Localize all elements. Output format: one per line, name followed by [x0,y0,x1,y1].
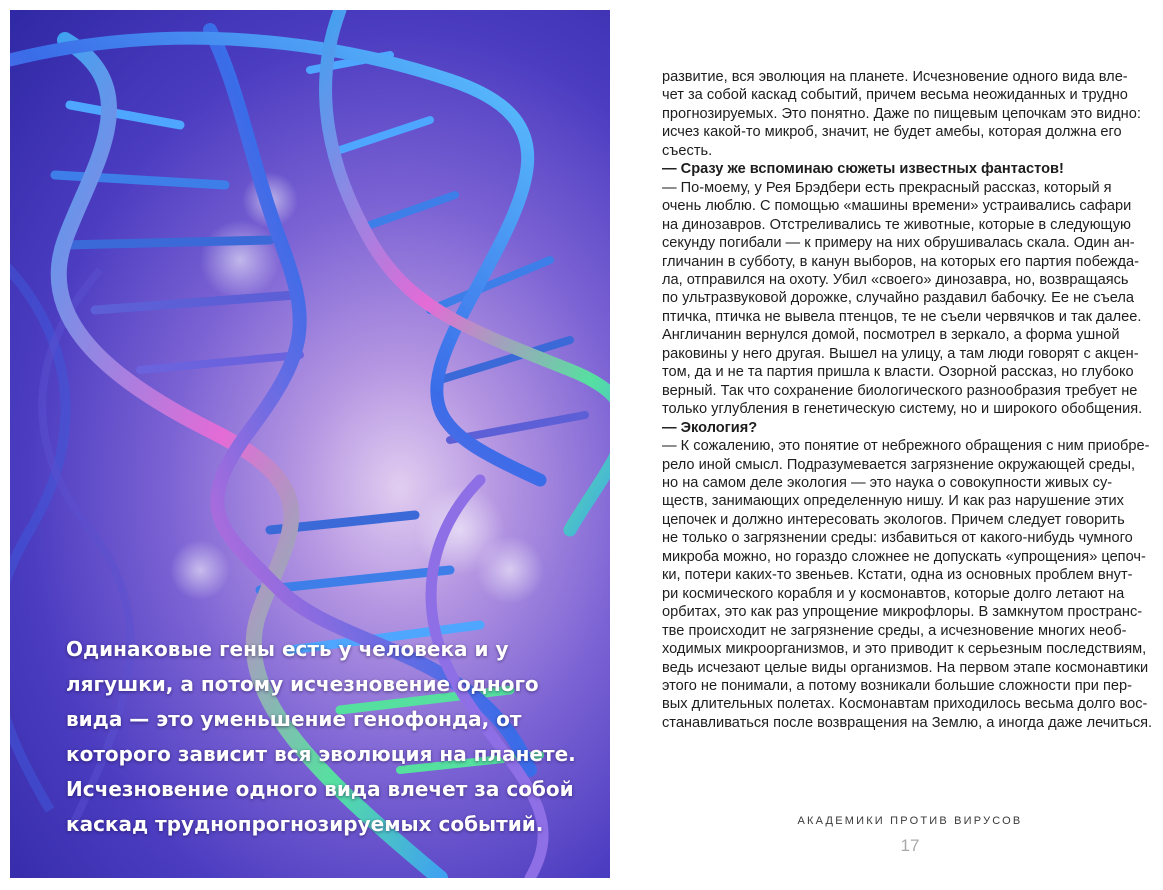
caption-line: которого зависит вся эволюция на планете. [66,742,576,766]
text-line: на динозавров. Отстреливались те животные, которые в следующую [662,216,1131,233]
caption-line: лягушки, а потому исчезновение одного [66,672,539,696]
text-line: ри космического корабля и у космонавтов, которые долго летают на [662,585,1125,602]
image-caption [66,632,606,842]
text-line: ведь исчезают целые виды организмов. На первом этапе космонавтики [662,659,1149,676]
interview-question: — Сразу же вспоминаю сюжеты известных фантастов! [662,161,1064,178]
text-line: ла, отправился на охоту. Убил «своего» динозавра, но, возвращаясь [662,271,1129,288]
text-line: но на самом деле экология — это наука о совокупности живых су- [662,474,1113,491]
text-line: рело иной смысл. Подразумевается загрязнение окружающей среды, [662,456,1136,473]
text-line: этого не понимали, а потому возникали большие сложности при пер- [662,677,1132,694]
text-line: исчез какой-то микроб, значит, не будет амебы, которая должна его [662,124,1122,141]
body-text [662,68,1153,732]
text-line: орбитах, это как раз упрощение микрофлоры. В замкнутом пространс- [662,604,1143,621]
text-line: по ультразвуковой дорожке, случайно раздавил бабочку. Ее не съела [662,290,1134,307]
text-line: развитие, вся эволюция на планете. Исчезновение одного вида вле- [662,69,1128,85]
text-line: том, да и не та партия пришла к власти. Озорной рассказ, но глубоко [662,364,1134,381]
text-line: съесть. [662,142,713,159]
text-line: — По-моему, у Рея Брэдбери есть прекрасный рассказ, который я [662,179,1112,196]
text-line: цепочек и должно интересовать экологов. Причем следует говорить [662,511,1125,528]
text-line: очень люблю. С помощью «машины времени» устраивались сафари [662,198,1132,215]
bokeh-light [170,540,230,600]
text-line: ходимых микроорганизмов, и это приводит к серьезным последствиям, [662,641,1147,658]
text-line: гличанин в субботу, в канун выборов, на которых его партия побежда- [662,253,1139,270]
caption-line: Одинаковые гены есть у человека и у [66,637,509,661]
text-line: чет за собой каскад событий, причем весьма неожиданных и трудно [662,87,1128,104]
text-line: не только о загрязнении среды: избавиться от какого-нибудь чумного [662,530,1133,547]
interview-question: — Экология? [662,419,758,436]
caption-line: Исчезновение одного вида влечет за собой [66,777,574,801]
text-line: птичка, птичка не вывела птенцов, те не съели червячков и так далее. [662,308,1142,325]
running-title: АКАДЕМИКИ ПРОТИВ ВИРУСОВ [797,815,1023,827]
text-line: — К сожалению, это понятие от небрежного обращения с ним приобре- [662,438,1150,455]
text-line: тве происходит не загрязнение среды, а исчезновение многих необ- [662,622,1127,639]
dna-illustration [10,10,610,878]
caption-line: каскад труднопрогнозируемых событий. [66,812,544,836]
text-line: станавливаться после возвращения на Землю, а иногда даже лечиться. [662,714,1153,731]
text-line: ществ, занимающих определенную нишу. И как раз нарушение этих [662,493,1124,510]
text-line: вых длительных полетах. Космонавтам приходилось весьма долго вос- [662,696,1148,713]
caption-line: вида — это уменьшение генофонда, от [66,707,522,731]
text-line: Англичанин вернулся домой, посмотрел в зеркало, а форма ушной [662,327,1120,344]
bokeh-light [200,220,280,300]
text-line: микроба можно, но гораздо сложнее не допускать «упрощения» цепоч- [662,548,1146,565]
text-line: секунду погибали — к примеру на них обрушивалась скала. Один ан- [662,235,1135,252]
text-line: ки, потери каких-то звеньев. Кстати, одна из основных проблем внут- [662,567,1133,584]
text-line: только углубления в генетическую систему, но и широкого обобщения. [662,401,1143,418]
text-line: раковины у него другая. Вышел на улицу, а там люди говорят с акцен- [662,345,1139,362]
text-line: верный. Так что сохранение биологического разнообразия требует не [662,382,1138,399]
text-line: прогнозируемых. Это понятно. Даже по пищевым цепочкам это видно: [662,105,1141,122]
page-number: 17 [900,836,920,855]
